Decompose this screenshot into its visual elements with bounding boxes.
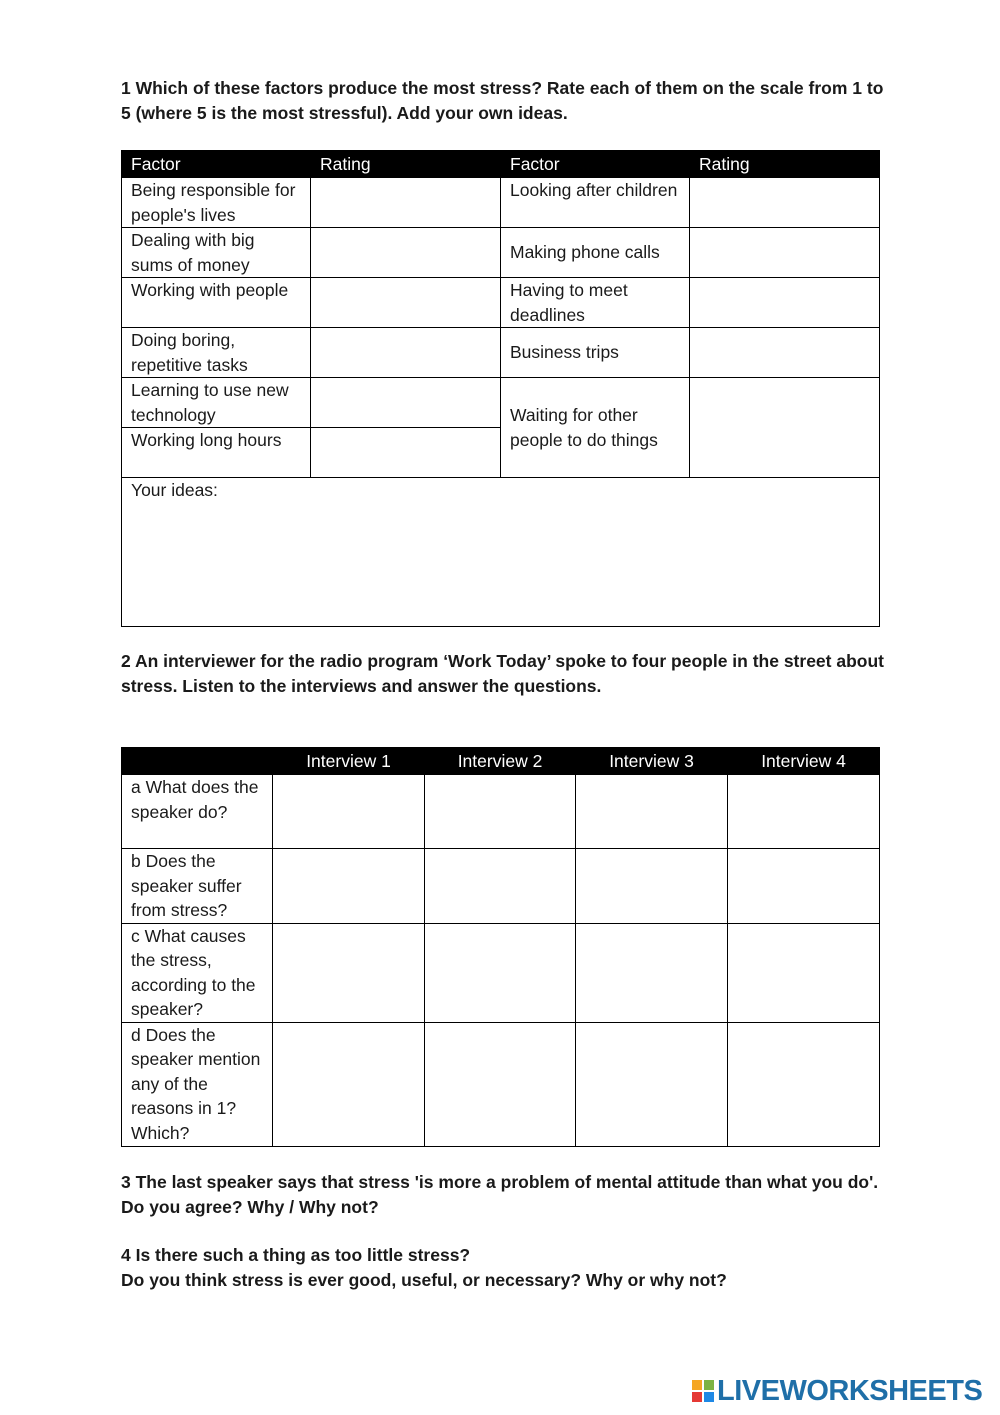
factor-cell: Learning to use new technology [122, 378, 311, 428]
rating-input-cell[interactable] [311, 278, 501, 328]
logo-block [692, 1392, 702, 1402]
header-interview-1: Interview 1 [273, 748, 425, 775]
answer-input-cell[interactable] [728, 923, 880, 1022]
rating-input-cell[interactable] [690, 178, 880, 228]
your-ideas-label: Your ideas: [131, 480, 218, 500]
answer-input-cell[interactable] [425, 1022, 576, 1146]
answer-input-cell[interactable] [425, 923, 576, 1022]
table-header-row [122, 151, 880, 178]
answer-input-cell[interactable] [576, 1022, 728, 1146]
rating-input-cell[interactable] [311, 328, 501, 378]
header-interview-2: Interview 2 [425, 748, 576, 775]
rating-input-cell[interactable] [311, 228, 501, 278]
logo-block [692, 1380, 702, 1390]
answer-input-cell[interactable] [576, 775, 728, 849]
header-blank [122, 748, 273, 775]
header-factor-right: Factor [501, 151, 690, 178]
answer-input-cell[interactable] [728, 849, 880, 924]
question-cell: c What causes the stress, according to the speaker? [122, 923, 273, 1022]
stress-factors-table [121, 150, 880, 627]
table-row [122, 328, 880, 378]
question-4-text [121, 1243, 891, 1292]
answer-input-cell[interactable] [273, 775, 425, 849]
question-2-text: 2 An interviewer for the radio program ‘Work Today’ spoke to four people in the street about stress. Listen to the interviews and answer the questions. [121, 651, 884, 696]
logo-text: LIVEWORKSHEETS [717, 1374, 983, 1407]
answer-input-cell[interactable] [576, 849, 728, 924]
header-rating-left: Rating [311, 151, 501, 178]
table-row [122, 1022, 880, 1146]
table-row [122, 228, 880, 278]
header-rating-right: Rating [690, 151, 880, 178]
question-1-text: 1 Which of these factors produce the most stress? Rate each of them on the scale from 1 to 5 (where 5 is the most stressful). Add your own ideas. [121, 78, 884, 123]
rating-input-cell[interactable] [690, 378, 880, 478]
answer-input-cell[interactable] [273, 923, 425, 1022]
factor-cell: Dealing with big sums of money [122, 228, 311, 278]
answer-input-cell[interactable] [728, 1022, 880, 1146]
answer-input-cell[interactable] [425, 775, 576, 849]
header-interview-4: Interview 4 [728, 748, 880, 775]
question-cell: a What does the speaker do? [122, 775, 273, 849]
answer-input-cell[interactable] [273, 1022, 425, 1146]
ideas-row [122, 478, 880, 627]
rating-input-cell[interactable] [690, 228, 880, 278]
answer-input-cell[interactable] [425, 849, 576, 924]
answer-input-cell[interactable] [728, 775, 880, 849]
factor-cell: Making phone calls [501, 228, 690, 278]
table-header-row [122, 748, 880, 775]
interviews-table [121, 747, 880, 1147]
factor-cell: Waiting for other people to do things [501, 378, 690, 478]
table-row [122, 178, 880, 228]
question-4-line-2: Do you think stress is ever good, useful, or necessary? Why or why not? [121, 1269, 727, 1290]
factor-cell: Doing boring, repetitive tasks [122, 328, 311, 378]
logo-block [704, 1380, 714, 1390]
question-3-text: 3 The last speaker says that stress 'is more a problem of mental attitude than what you do'. Do you agree? Why / Why not? [121, 1172, 879, 1217]
factor-cell: Being responsible for people's lives [122, 178, 311, 228]
table-row [122, 775, 880, 849]
rating-input-cell[interactable] [311, 378, 501, 428]
table-row [122, 849, 880, 924]
factor-cell: Working with people [122, 278, 311, 328]
question-4-line-1: 4 Is there such a thing as too little stress? [121, 1245, 471, 1265]
rating-input-cell[interactable] [311, 178, 501, 228]
factor-cell: Looking after children [501, 178, 690, 228]
table-row [122, 278, 880, 328]
table-row [122, 923, 880, 1022]
header-factor-left: Factor [122, 151, 311, 178]
rating-input-cell[interactable] [690, 278, 880, 328]
question-cell: d Does the speaker mention any of the reasons in 1? Which? [122, 1022, 273, 1146]
table-row [122, 378, 880, 428]
factor-cell: Working long hours [122, 428, 311, 478]
logo-block [704, 1392, 714, 1402]
question-cell: b Does the speaker suffer from stress? [122, 849, 273, 924]
answer-input-cell[interactable] [576, 923, 728, 1022]
answer-input-cell[interactable] [273, 849, 425, 924]
rating-input-cell[interactable] [311, 428, 501, 478]
your-ideas-input-area[interactable] [122, 478, 880, 627]
header-interview-3: Interview 3 [576, 748, 728, 775]
factor-cell: Having to meet deadlines [501, 278, 690, 328]
logo-blocks-icon [692, 1380, 714, 1402]
rating-input-cell[interactable] [690, 328, 880, 378]
factor-cell: Business trips [501, 328, 690, 378]
liveworksheets-logo[interactable] [692, 1374, 982, 1408]
